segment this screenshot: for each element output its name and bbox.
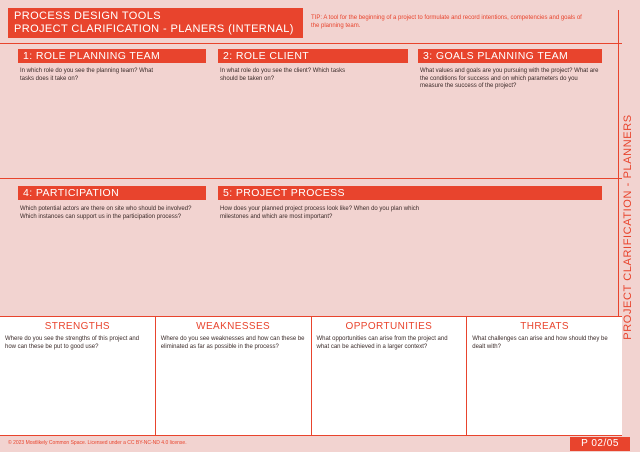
header-title-line2: PROJECT CLARIFICATION - PLANERS (INTERNAL) [14,23,294,35]
tip-text: TIP: A tool for the beginning of a project to formulate and record intentions, competencies and goals of the planning team. [311,15,582,29]
section-text-role-client: In what role do you see the client? Which tasks should be taken on? [220,68,346,82]
swot-weaknesses [156,317,312,435]
section-header-goals-planning-team: 3: GOALS PLANNING TEAM [418,49,602,63]
section-header-role-client: 2: ROLE CLIENT [218,49,408,63]
swot-threats [467,317,622,435]
footer-license: © 2023 Mostlikely Common Space. Licensed under a CC BY-NC-ND 4.0 license. [8,440,187,446]
swot-weaknesses-text: Where do you see weaknesses and how can these be eliminated as far as possible in the process? [160,336,305,350]
divider-top [0,43,622,44]
swot-grid [0,316,622,436]
divider-middle [0,178,622,179]
section-header-project-process: 5: PROJECT PROCESS [218,186,602,200]
swot-threats-text: What challenges can arise and how should they be dealt with? [472,336,608,350]
side-label-text: PROJECT CLARIFICATION - PLANNERS [622,114,634,340]
swot-opportunities [312,317,468,435]
section-text-goals-planning-team: What values and goals are you pursuing with the project? What are the conditions for success and on which parameters do you measure the success of the project? [420,68,599,90]
swot-opportunities-title: OPPORTUNITIES [345,321,433,332]
header-title-line1: PROCESS DESIGN TOOLS [14,10,161,22]
swot-weaknesses-title: WEAKNESSES [196,321,271,332]
section-header-role-planning-team: 1: ROLE PLANNING TEAM [18,49,206,63]
swot-strengths-text: Where do you see the strengths of this project and how can these be put to good use? [5,336,140,350]
section-header-participation: 4: PARTICIPATION [18,186,206,200]
swot-strengths-title: STRENGTHS [44,321,111,332]
section-text-project-process: How does your planned project process look like? When do you plan which milestones and which are most important? [220,206,420,220]
side-label [622,114,634,340]
swot-strengths [0,317,156,435]
page-number: P 02/05 [570,437,630,451]
swot-threats-title: THREATS [520,321,569,332]
section-text-participation: Which potential actors are there on site who should be involved? Which instances can support us in the participation process? [20,206,192,220]
section-text-role-planning-team: In which role do you see the planning team? What tasks does it take on? [20,68,154,82]
header-title-box [8,8,303,38]
swot-opportunities-text: What opportunities can arise from the project and what can be achieved in a larger context? [316,336,448,350]
